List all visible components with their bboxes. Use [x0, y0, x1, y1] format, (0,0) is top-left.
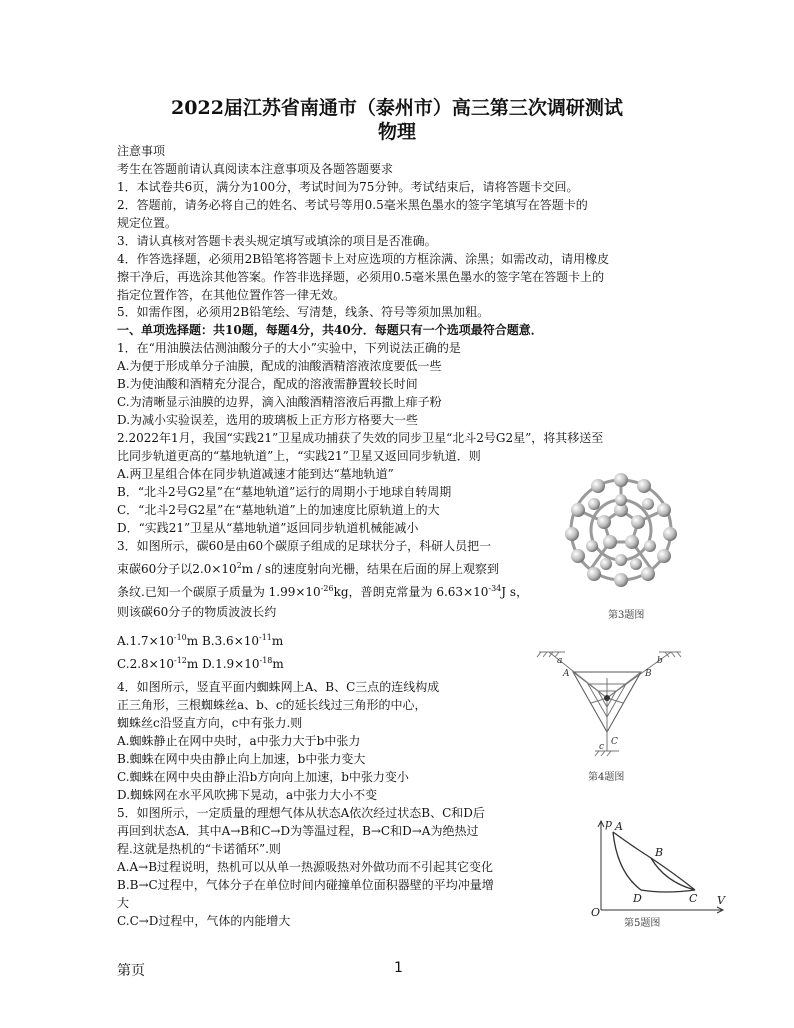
pv-diagram-figure — [583, 818, 733, 918]
spider-icon — [604, 695, 610, 701]
fig5-label: V — [717, 894, 725, 907]
option-line: B.蜘蛛在网中央由静止向上加速，b中张力变大 — [117, 752, 366, 766]
option-line: D．“实践21”卫星从“墓地轨道”返回同步轨道机械能减小 — [117, 521, 419, 535]
option-line: $A.1.7\times 10^{-10}m$ $B.3.6\times 10^{-11}m$ — [117, 633, 284, 648]
fig4-label: c — [599, 742, 605, 752]
fig4-label: C — [611, 737, 618, 747]
text-line: 再回到状态A．其中A→B和C→D为等温过程，B→C和D→A为绝热过 — [117, 824, 479, 838]
fig3-caption: 第3题图 — [608, 610, 645, 621]
text-line: 3．请认真核对答题卡表头规定填写或填涂的项目是否准确。 — [117, 234, 437, 248]
text-line: 5．如需作图，必须用2B铅笔绘、写清楚，线条、符号等须加黑加粗。 — [117, 305, 490, 319]
fig4-label: A — [563, 669, 570, 679]
fig4-label: B — [645, 669, 652, 679]
text-line: 程.这就是热机的“卡诺循环”.则 — [117, 842, 281, 856]
option-line: A.蜘蛛静止在网中央时，a中张力大于b中张力 — [117, 734, 361, 748]
option-line: C.C→D过程中，气体的内能增大 — [117, 914, 291, 928]
question-1: 1．在“用油膜法估测油酸分子的大小”实验中，下列说法正确的是 — [117, 341, 461, 355]
text-line: 擦干净后，再选涂其他答案。作答非选择题，必须用0.5毫米黑色墨水的签字笔在答题卡上的 — [117, 270, 605, 284]
text-line: 注意事项 — [117, 144, 166, 158]
option-line: B.为使油酸和酒精充分混合，配成的溶液需静置较长时间 — [117, 377, 418, 391]
fig5-caption: 第5题图 — [624, 918, 661, 929]
option-line: D.蜘蛛网在水平风吹拂下晃动，a中张力大小不变 — [117, 788, 378, 802]
text-line: 蜘蛛丝c沿竖直方向，c中有张力.则 — [117, 716, 303, 730]
text-line: 指定位置作答，在其他位置作答一律无效。 — [117, 288, 346, 302]
option-line: $C.2.8\times 10^{-12}m$ $D.1.9\times 10^{-18}m$ — [117, 656, 284, 671]
text-line: 束碳60分子以$2.0\times 10^2m / s$的速度射向光栅，结果在后面的屏上观察到 — [117, 561, 499, 576]
text-line: 1．本试卷共6页，满分为100分，考试时间为75分钟。考试结束后，请将答题卡交回。 — [117, 180, 579, 194]
option-line: C.蜘蛛在网中央由静止沿b方向向上加速，b中张力变小 — [117, 770, 409, 784]
option-line: B.B→C过程中，气体分子在单位时间内碰撞单位面积器壁的平均冲量增 — [117, 878, 494, 892]
fig5-label: A — [615, 820, 623, 833]
text-line: 比同步轨道更高的“墓地轨道”上，“实践21”卫星又返回同步轨道．则 — [117, 449, 481, 463]
text-line: 4．作答选择题，必须用2B铅笔将答题卡上对应选项的方框涂满、涂黑；如需改动，请用橡皮 — [117, 252, 610, 266]
text-line: 2．答题前，请务必将自己的姓名、考试号等用0.5毫米黑色墨水的签字笔填写在答题卡的 — [117, 198, 588, 212]
page-subtitle: 物理 — [377, 121, 416, 143]
option-line: A.A→B过程说明，热机可以从单一热源吸热对外做功而不引起其它变化 — [117, 860, 494, 874]
option-line: A.为便于形成单分子油膜，配成的油酸酒精溶液浓度要低一些 — [117, 359, 442, 373]
fig5-label: O — [591, 906, 601, 918]
text-line: 大 — [117, 896, 130, 910]
text-line: 考生在答题前请认真阅读本注意事项及各题答题要求 — [117, 162, 394, 176]
fig4-label: b — [657, 656, 663, 666]
fig5-label: B — [655, 846, 664, 859]
option-line: C.为清晰显示油膜的边界，滴入油酸酒精溶液后再撒上痱子粉 — [117, 395, 442, 409]
question-4: 4．如图所示，竖直平面内蜘蛛网上A、B、C三点的连线构成 — [117, 680, 440, 694]
footer-page-number: 1 — [394, 960, 403, 976]
fig4-caption: 第4题图 — [588, 772, 625, 783]
section-heading: 一、单项选择题：共10题，每题4分，共40分．每题只有一个选项最符合题意． — [117, 323, 543, 337]
fig5-label: D — [633, 892, 642, 905]
c60-molecule-figure — [560, 460, 682, 600]
text-line: 规定位置。 — [117, 216, 178, 230]
text-line: 正三角形，三根蜘蛛丝a、b、c的延长线过三角形的中心， — [117, 698, 427, 712]
option-line: C．“北斗2号G2星”在“墓地轨道”上的加速度比原轨道上的大 — [117, 503, 440, 517]
question-2: 2.2022年1月，我国“实践21”卫星成功捕获了失效的同步卫星“北斗2号G2星”，将其移送至 — [117, 431, 604, 445]
fig5-label: p — [605, 818, 613, 830]
spider-web-figure — [535, 648, 685, 758]
option-line: B．“北斗2号G2星”在“墓地轨道”运行的周期小于地球自转周期 — [117, 485, 452, 499]
question-3: 3．如图所示，碳60是由60个碳原子组成的足球状分子，科研人员把一 — [117, 539, 492, 553]
question-5: 5．如图所示，一定质量的理想气体从状态A依次经过状态B、C和D后 — [117, 806, 485, 820]
fig5-label: C — [689, 892, 698, 905]
page-title: 2022届江苏省南通市（泰州市）高三第三次调研测试 — [171, 97, 623, 119]
text-line: 条纹.已知一个碳原子质量为 $1.99\times 10^{-26}kg$，普朗克常量为 $6.63\times 10^{-34}J$ s， — [117, 584, 529, 599]
fig4-label: a — [557, 656, 563, 666]
footer-page-label: 第页 — [117, 963, 145, 979]
option-line: A.两卫星组合体在同步轨道减速才能到达“墓地轨道” — [117, 467, 394, 481]
text-line: 则该碳60分子的物质波波长约 — [117, 605, 277, 619]
option-line: D.为减小实验误差，选用的玻璃板上正方形方格要大一些 — [117, 413, 419, 427]
